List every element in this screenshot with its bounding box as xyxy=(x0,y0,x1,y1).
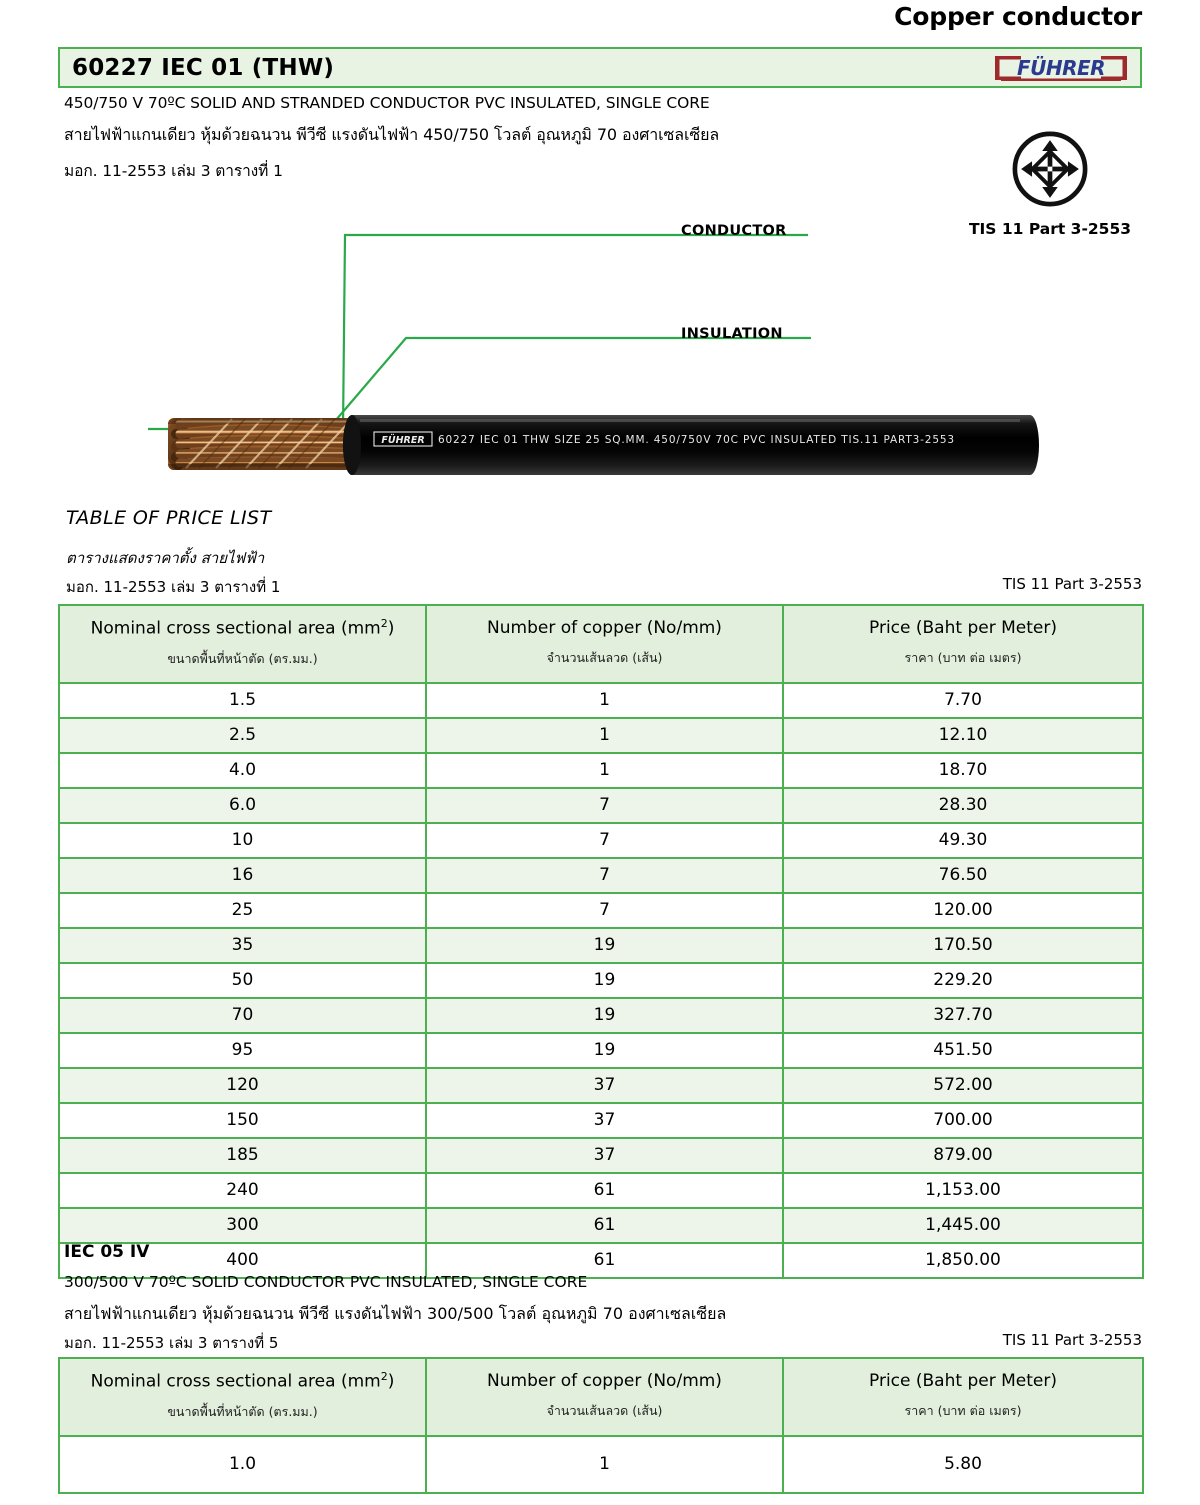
cell-price: 1,850.00 xyxy=(783,1243,1143,1278)
cell-price: 170.50 xyxy=(783,928,1143,963)
cell-price: 1,445.00 xyxy=(783,1208,1143,1243)
spec-thai: สายไฟฟ้าแกนเดียว หุ้มด้วยฉนวน พีวีซี แรงดันไฟฟ้า 450/750 โวลต์ อุณหภูมิ 70 องศาเซลเซียล xyxy=(64,125,720,144)
section2-standard-english: TIS 11 Part 3-2553 xyxy=(1002,1331,1142,1349)
table-row xyxy=(59,998,1143,1033)
product-title-bar xyxy=(58,47,1142,88)
price-table-iec01-body xyxy=(59,683,1143,1278)
column-header-price-en: Price (Baht per Meter) xyxy=(869,617,1057,638)
cell-area: 16 xyxy=(59,858,426,893)
cell-price: 12.10 xyxy=(783,718,1143,753)
cell-area: 25 xyxy=(59,893,426,928)
cell-price: 451.50 xyxy=(783,1033,1143,1068)
table-row xyxy=(59,1138,1143,1173)
cell-price: 49.30 xyxy=(783,823,1143,858)
column-header-area xyxy=(59,605,426,683)
page-title: Copper conductor xyxy=(894,2,1142,31)
section2-title: IEC 05 IV xyxy=(64,1242,150,1262)
cell-area: 4.0 xyxy=(59,753,426,788)
insulation-callout-label: INSULATION xyxy=(681,326,783,342)
table-row xyxy=(59,1068,1143,1103)
column-header-area-en: Nominal cross sectional area $(mm^2)$ xyxy=(90,1370,395,1392)
price-list-title: TABLE OF PRICE LIST xyxy=(66,507,272,529)
column-header-price-th: ราคา (บาท ต่อ เมตร) xyxy=(904,1403,1022,1419)
price-list-standard-english: TIS 11 Part 3-2553 xyxy=(1002,575,1142,593)
table-row xyxy=(59,788,1143,823)
table-row xyxy=(59,963,1143,998)
cell-area: 35 xyxy=(59,928,426,963)
table-row xyxy=(59,718,1143,753)
cell-copper: 1 xyxy=(426,753,783,788)
cell-area: 50 xyxy=(59,963,426,998)
cell-copper: 37 xyxy=(426,1103,783,1138)
cell-copper: 1 xyxy=(426,683,783,718)
table-header-row xyxy=(59,1358,1143,1436)
column-header-price-th: ราคา (บาท ต่อ เมตร) xyxy=(904,650,1022,666)
column-header-price-en: Price (Baht per Meter) xyxy=(869,1370,1057,1391)
tis-label: TIS 11 Part 3-2553 xyxy=(968,220,1132,238)
product-title: 60227 IEC 01 (THW) xyxy=(72,54,335,81)
cell-area: 300 xyxy=(59,1208,426,1243)
table-row xyxy=(59,1208,1143,1243)
cell-price: 229.20 xyxy=(783,963,1143,998)
column-header-copper-en: Number of copper (No/mm) xyxy=(487,1370,722,1391)
cell-area: 1.0 xyxy=(59,1436,426,1493)
column-header-area xyxy=(59,1358,426,1436)
cell-price: 28.30 xyxy=(783,788,1143,823)
price-table-iec01 xyxy=(58,604,1144,1279)
cell-copper: 1 xyxy=(426,718,783,753)
cell-area: 70 xyxy=(59,998,426,1033)
table-row xyxy=(59,823,1143,858)
conductor-callout-label: CONDUCTOR xyxy=(681,223,787,239)
cell-copper: 7 xyxy=(426,823,783,858)
table-row xyxy=(59,753,1143,788)
cell-copper: 61 xyxy=(426,1243,783,1278)
cell-area: 150 xyxy=(59,1103,426,1138)
cable-diagram xyxy=(0,205,1200,490)
cell-price: 7.70 xyxy=(783,683,1143,718)
table-row xyxy=(59,683,1143,718)
column-header-area-th: ขนาดพื้นที่หน้าตัด (ตร.มม.) xyxy=(167,1403,318,1419)
cell-copper: 19 xyxy=(426,998,783,1033)
price-table-iec05iv-body xyxy=(59,1436,1143,1493)
table-row xyxy=(59,1436,1143,1493)
column-header-area-en: Nominal cross sectional area $(mm^2)$ xyxy=(90,617,395,639)
column-header-price xyxy=(783,605,1143,683)
cell-area: 6.0 xyxy=(59,788,426,823)
spec-english: 450/750 V 70ºC SOLID AND STRANDED CONDUCTOR PVC INSULATED, SINGLE CORE xyxy=(64,94,710,112)
column-header-area-th: ขนาดพื้นที่หน้าตัด (ตร.มม.) xyxy=(167,650,318,666)
table-row xyxy=(59,858,1143,893)
table-row xyxy=(59,893,1143,928)
cell-copper: 7 xyxy=(426,893,783,928)
column-header-copper-th: จำนวนเส้นลวด (เส้น) xyxy=(546,1403,663,1419)
svg-text:FÜHRER: FÜHRER xyxy=(1016,55,1106,80)
svg-text:60227 IEC 01 THW SIZE 25 SQ.MM: 60227 IEC 01 THW SIZE 25 SQ.MM. 450/750V 70C PVC INSULATED TIS.11 PART3-2553 xyxy=(438,434,955,446)
table-row xyxy=(59,1103,1143,1138)
cell-copper: 61 xyxy=(426,1173,783,1208)
cell-copper: 37 xyxy=(426,1138,783,1173)
column-header-price xyxy=(783,1358,1143,1436)
price-list-title-thai: ตารางแสดงราคาตั้ง สายไฟฟ้า xyxy=(66,549,265,567)
cell-price: 700.00 xyxy=(783,1103,1143,1138)
cell-area: 400 xyxy=(59,1243,426,1278)
cell-area: 185 xyxy=(59,1138,426,1173)
cell-area: 1.5 xyxy=(59,683,426,718)
cell-price: 572.00 xyxy=(783,1068,1143,1103)
cell-area: 2.5 xyxy=(59,718,426,753)
table-row xyxy=(59,1033,1143,1068)
cell-area: 95 xyxy=(59,1033,426,1068)
section2-standard-thai: มอก. 11-2553 เล่ม 3 ตารางที่ 5 xyxy=(64,1334,279,1352)
cell-price: 879.00 xyxy=(783,1138,1143,1173)
cell-copper: 7 xyxy=(426,788,783,823)
cell-copper: 37 xyxy=(426,1068,783,1103)
cell-area: 120 xyxy=(59,1068,426,1103)
cell-area: 240 xyxy=(59,1173,426,1208)
price-list-standard-thai: มอก. 11-2553 เล่ม 3 ตารางที่ 1 xyxy=(66,578,281,596)
fuhrer-logo xyxy=(991,53,1131,83)
column-header-copper xyxy=(426,605,783,683)
tis-mark-icon xyxy=(1011,130,1089,208)
column-header-copper-th: จำนวนเส้นลวด (เส้น) xyxy=(546,650,663,666)
cell-copper: 1 xyxy=(426,1436,783,1493)
cell-area: 10 xyxy=(59,823,426,858)
table-header-row xyxy=(59,605,1143,683)
price-table-iec05iv xyxy=(58,1357,1144,1494)
section2-spec-thai: สายไฟฟ้าแกนเดียว หุ้มด้วยฉนวน พีวีซี แรงดันไฟฟ้า 300/500 โวลต์ อุณหภูมิ 70 องศาเซลเซียล xyxy=(64,1304,727,1323)
svg-text:FÜHRER: FÜHRER xyxy=(381,435,425,446)
cell-price: 327.70 xyxy=(783,998,1143,1033)
spec-standard-thai: มอก. 11-2553 เล่ม 3 ตารางที่ 1 xyxy=(64,162,283,180)
section2-spec-english: 300/500 V 70ºC SOLID CONDUCTOR PVC INSULATED, SINGLE CORE xyxy=(64,1273,588,1291)
cell-copper: 7 xyxy=(426,858,783,893)
cell-price: 76.50 xyxy=(783,858,1143,893)
cell-price: 18.70 xyxy=(783,753,1143,788)
column-header-copper-en: Number of copper (No/mm) xyxy=(487,617,722,638)
cell-copper: 61 xyxy=(426,1208,783,1243)
cell-copper: 19 xyxy=(426,963,783,998)
cell-copper: 19 xyxy=(426,1033,783,1068)
cell-price: 5.80 xyxy=(783,1436,1143,1493)
table-row xyxy=(59,928,1143,963)
column-header-copper xyxy=(426,1358,783,1436)
table-row xyxy=(59,1173,1143,1208)
cell-price: 120.00 xyxy=(783,893,1143,928)
cell-copper: 19 xyxy=(426,928,783,963)
cell-price: 1,153.00 xyxy=(783,1173,1143,1208)
